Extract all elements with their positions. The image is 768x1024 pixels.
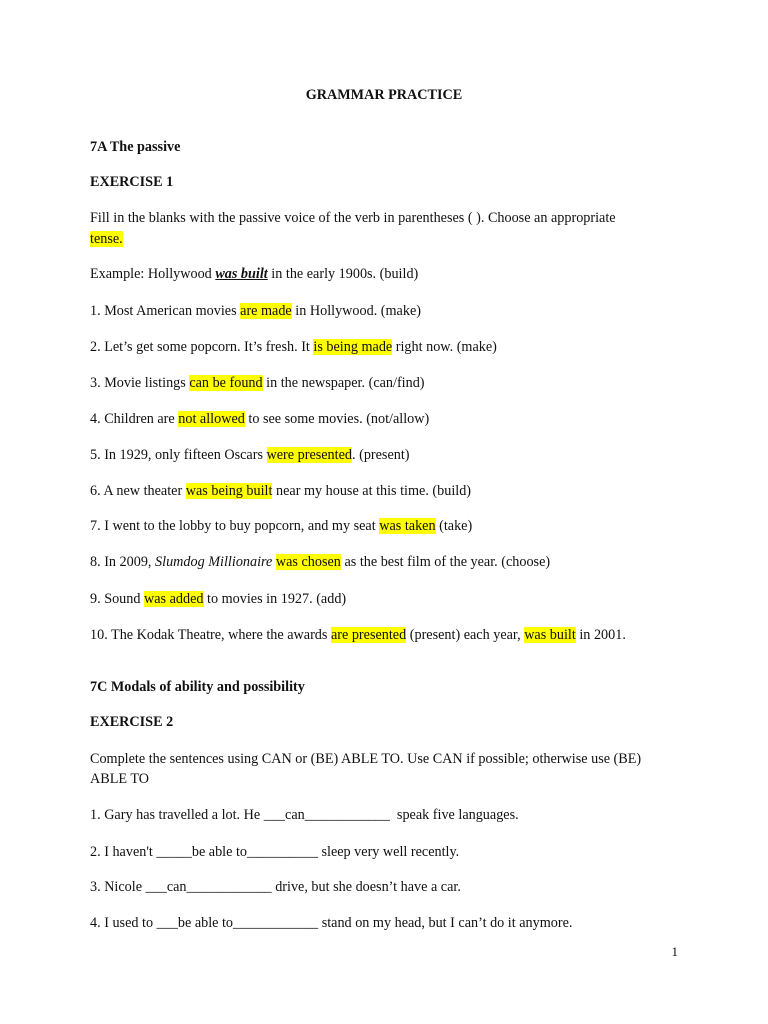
item-text-end: in 2001. <box>575 627 626 643</box>
exercise-1-item <box>90 626 626 644</box>
item-text: 2. Let’s get some popcorn. It’s fresh. It <box>90 339 314 355</box>
example-answer: was built <box>215 266 268 282</box>
exercise-1-item <box>90 374 425 392</box>
item-answer: not allowed <box>178 411 245 427</box>
item-text-end: (take) <box>435 518 473 534</box>
item-text-end: right now. (make) <box>392 339 497 355</box>
exercise-2-instructions-cont: ABLE TO <box>90 771 149 787</box>
item-answer: is being made <box>313 339 393 355</box>
exercise-1-item <box>90 482 471 500</box>
item-answer: was chosen <box>275 554 341 570</box>
item-text: 8. In 2009, <box>90 554 156 570</box>
page-number: 1 <box>671 944 678 959</box>
example-text: Example: Hollywood <box>90 266 216 282</box>
item-text: 6. A new theater <box>90 483 186 499</box>
item-answer: were presented <box>266 447 352 463</box>
exercise-2-item: 4. I used to ___be able to____________ stand on my head, but I can’t do it anymore. <box>90 915 573 931</box>
item-text-end: near my house at this time. (build) <box>272 483 472 499</box>
exercise-1-item <box>90 302 421 320</box>
section-heading-passive: 7A The passive <box>90 139 181 155</box>
item-answer: was added <box>144 591 204 607</box>
item-text-end: to movies in 1927. (add) <box>203 591 347 607</box>
item-text: 4. Children are <box>90 411 179 427</box>
exercise-2-item: 1. Gary has travelled a lot. He ___can____________ speak five languages. <box>90 807 519 823</box>
item-text-end: as the best film of the year. (choose) <box>340 554 551 570</box>
exercise-2-instructions: Complete the sentences using CAN or (BE) ABLE TO. Use CAN if possible; otherwise use (BE) <box>90 751 642 767</box>
item-text-end: . (present) <box>352 447 410 463</box>
exercise-1-item <box>90 590 346 608</box>
item-text: 7. I went to the lobby to buy popcorn, and my seat <box>90 518 380 534</box>
exercise-2-item: 2. I haven't _____be able to__________ sleep very well recently. <box>90 844 460 860</box>
item-answer-2: was built <box>524 627 576 643</box>
item-text-end: in the newspaper. (can/find) <box>262 375 425 391</box>
example-sentence <box>90 265 418 283</box>
item-text: 9. Sound <box>90 591 144 607</box>
exercise-2-item: 3. Nicole ___can____________ drive, but she doesn’t have a car. <box>90 879 461 895</box>
exercise-1-instructions: Fill in the blanks with the passive voice of the verb in parentheses ( ). Choose an appropriate <box>90 210 616 226</box>
exercise-1-item <box>90 553 550 571</box>
item-answer: was being built <box>185 483 273 499</box>
example-text-end: in the early 1900s. (build) <box>267 266 419 282</box>
exercise-1-item <box>90 517 472 535</box>
item-text: 10. The Kodak Theatre, where the awards <box>90 627 331 643</box>
item-text: 3. Movie listings <box>90 375 190 391</box>
item-text: 1. Most American movies <box>90 303 241 319</box>
exercise-1-item <box>90 410 429 428</box>
exercise-1-label: EXERCISE 1 <box>90 174 174 190</box>
item-answer: can be found <box>189 375 263 391</box>
item-answer: are made <box>240 303 292 319</box>
item-text-end: to see some movies. (not/allow) <box>244 411 430 427</box>
page-title: GRAMMAR PRACTICE <box>305 87 463 103</box>
exercise-1-item <box>90 338 497 356</box>
item-film-title: Slumdog Millionaire <box>155 554 273 570</box>
exercise-1-instructions-cont <box>90 230 123 248</box>
section-heading-modals: 7C Modals of ability and possibility <box>90 679 305 695</box>
item-text-mid: (present) each year, <box>406 627 525 643</box>
item-text-end: in Hollywood. (make) <box>291 303 421 319</box>
item-answer: are presented <box>330 627 407 643</box>
item-answer: was taken <box>379 518 436 534</box>
item-text: 5. In 1929, only fifteen Oscars <box>90 447 267 463</box>
highlight: tense. <box>90 231 123 247</box>
exercise-2-label: EXERCISE 2 <box>90 714 174 730</box>
exercise-1-item <box>90 446 410 464</box>
